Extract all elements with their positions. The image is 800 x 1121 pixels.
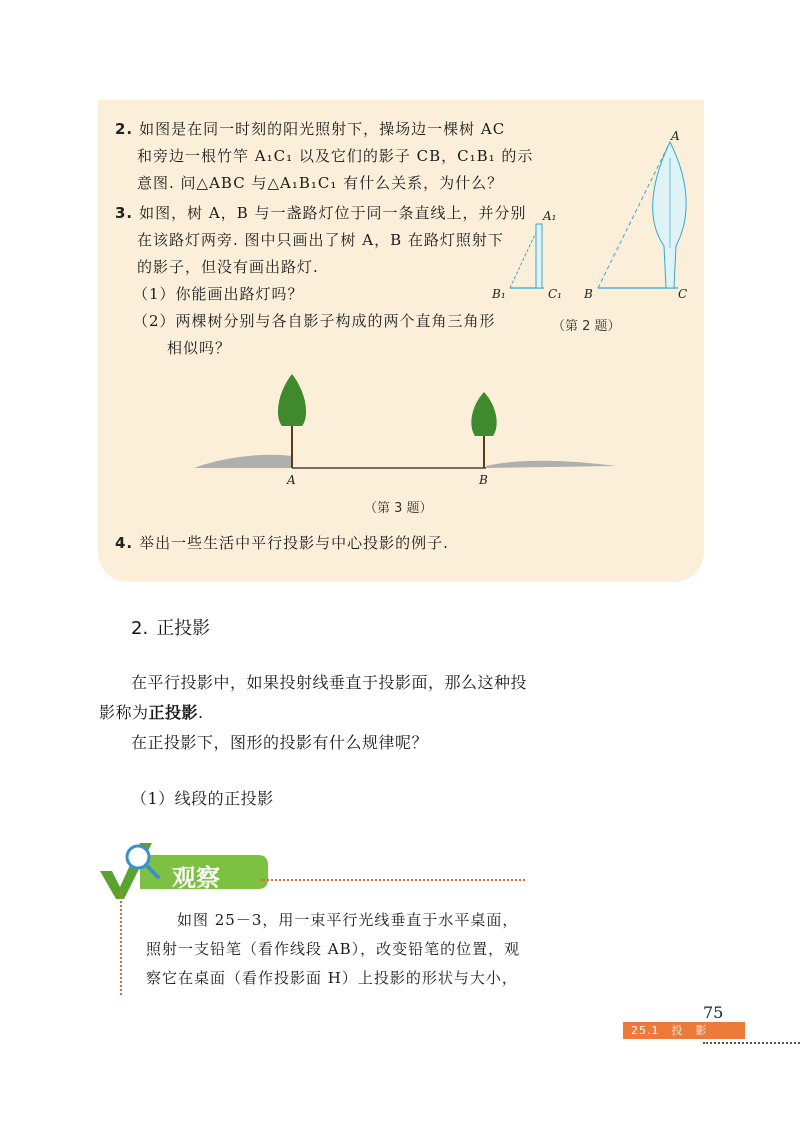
tree-b-icon [471, 392, 496, 436]
question-2 [115, 116, 533, 197]
label-B: B [479, 473, 488, 487]
label-B: B [584, 287, 593, 301]
question-text-line: 如图，树 A，B 与一盏路灯位于同一条直线上，并分别 [139, 204, 527, 222]
question-4 [115, 530, 449, 557]
observe-dotted-rule [260, 879, 525, 881]
question-text: 举出一些生活中平行投影与中心投影的例子. [139, 534, 449, 552]
pole-icon [536, 224, 542, 288]
label-C: C [678, 287, 688, 301]
subquestion-2-cont: 相似吗？ [167, 339, 232, 357]
section-number: 2. [131, 618, 149, 639]
label-A1: A₁ [543, 209, 557, 223]
section-tag: 25.1 投 影 [623, 1022, 745, 1039]
question-text-line: 如图是在同一时刻的阳光照射下，操场边一棵树 AC [139, 120, 506, 138]
figure-3 [190, 370, 620, 490]
section-title [131, 614, 210, 640]
subquestion-2: （2）两棵树分别与各自影子构成的两个直角三角形 [133, 312, 496, 330]
label-B1: B₁ [492, 287, 506, 301]
label-C1: C₁ [548, 287, 562, 301]
paragraph-line: 在平行投影中，如果投射线垂直于投影面，那么这种投 [131, 673, 528, 692]
figure-2 [488, 128, 698, 308]
tree-outline-icon [653, 142, 686, 288]
observe-text-line: 照射一支铅笔（看作线段 AB），改变铅笔的位置，观 [146, 940, 521, 958]
shadow-tree-a [194, 455, 292, 468]
observe-text-line: 察它在桌面（看作投影面 H）上投影的形状与大小， [146, 969, 518, 987]
question-3 [115, 200, 527, 362]
term-highlight: 正投影 [148, 703, 199, 722]
observe-title: 观察 [172, 864, 220, 892]
footer-dotted-rule [703, 1042, 800, 1044]
label-A: A [671, 129, 680, 143]
paragraph-text: 影称为 [99, 703, 149, 722]
sub-heading: （1）线段的正投影 [131, 789, 274, 808]
section-title-text: 正投影 [156, 618, 211, 639]
question-text-line: 在该路灯两旁. 图中只画出了树 A，B 在路灯照射下 [137, 231, 504, 249]
subquestion-1: （1）你能画出路灯吗？ [133, 285, 304, 303]
sun-ray-small [510, 228, 538, 288]
tree-a-icon [278, 374, 306, 426]
observe-dotted-vrule [120, 890, 122, 995]
observe-text-line: 如图 25－3，用一束平行光线垂直于水平桌面， [177, 911, 519, 929]
question-number: 2. [115, 120, 134, 138]
question-number: 3. [115, 204, 134, 222]
question-number: 4. [115, 534, 134, 552]
question-text-line: 和旁边一根竹竿 A₁C₁ 以及它们的影子 CB，C₁B₁ 的示 [137, 147, 534, 165]
label-A: A [287, 473, 296, 487]
figure-3-caption: （第 3 题） [364, 501, 433, 516]
paragraph-line: 在正投影下，图形的投影有什么规律呢？ [131, 733, 429, 752]
question-text-line: 意图. 问△ABC 与△A₁B₁C₁ 有什么关系，为什么？ [137, 174, 504, 192]
page-number: 75 [703, 1003, 724, 1022]
question-text-line: 的影子，但没有画出路灯. [137, 258, 319, 276]
paragraph-text: . [198, 703, 204, 722]
figure-2-caption: （第 2 题） [552, 319, 621, 334]
shadow-tree-b [486, 461, 616, 468]
paragraph-line [99, 697, 204, 729]
